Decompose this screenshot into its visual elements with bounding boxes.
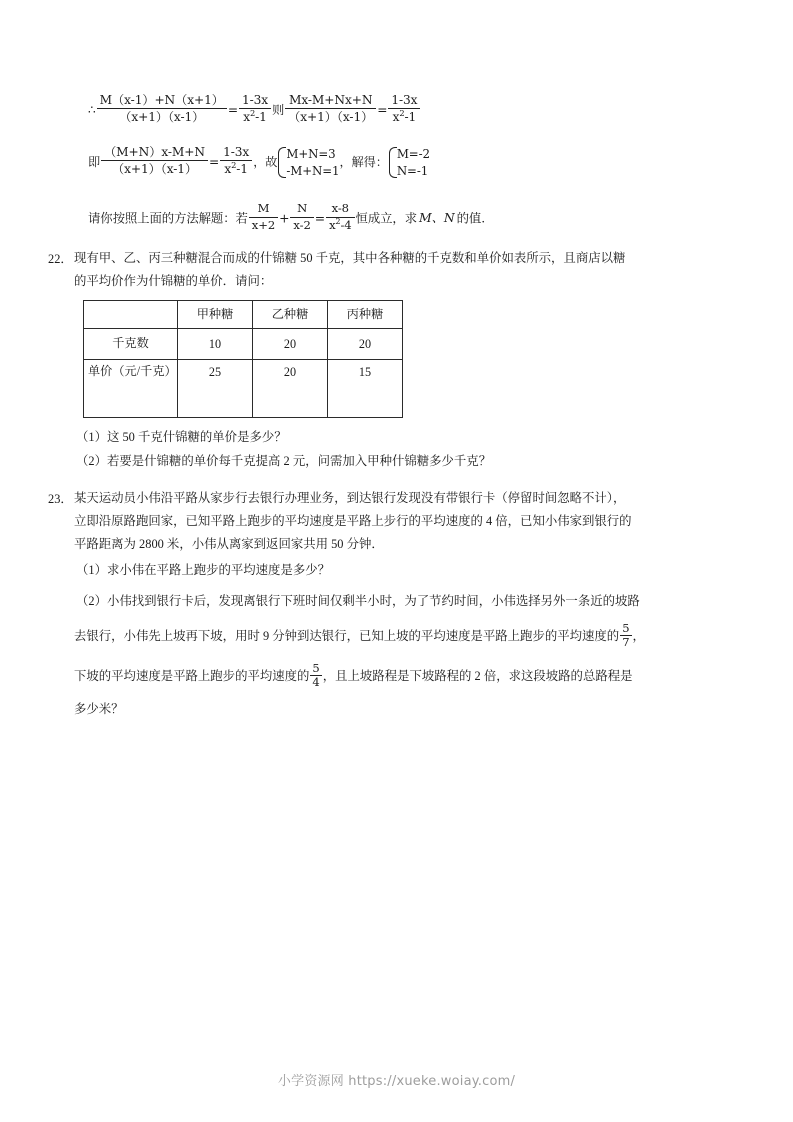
fraction-4: $\frac{1-3x}{x^2-1}$ <box>388 92 420 125</box>
sugar-price-table <box>83 300 403 418</box>
question-23-line-3: 平路距离为 2800 米，小伟从离家到返回家共用 50 分钟． <box>74 537 384 551</box>
question-23-line-2: 立即沿原路跑回家，已知平路上跑步的平均速度是平路上步行的平均速度的 4 倍，已知小伟家到银行的 <box>74 514 632 528</box>
question-23-sub-1: （1）求小伟在平路上跑步的平均速度是多少？ <box>76 563 331 577</box>
derivation-line-1 <box>88 94 421 127</box>
equals-sign: = <box>227 103 238 118</box>
question-22-line-1: 现有甲、乙、丙三种糖混合而成的什锦糖 50 千克，其中各种糖的千克数和单价如表所示，且商店以糖 <box>74 251 626 265</box>
site-watermark: 小学资源网 https://xueke.woiay.com/ <box>277 1074 516 1089</box>
prompt-variables: M、N <box>418 210 455 226</box>
fraction-1: $\frac{M(x-1)+N(x+1)}{(x+1)(x-1)}$ <box>97 92 227 125</box>
question-22-sub-1: （1）这 50 千克什锦糖的单价是多少？ <box>76 430 287 444</box>
table-row <box>84 329 403 360</box>
cell-weight-jia: 10 <box>178 329 253 360</box>
fraction-right-side: $\frac{x-8}{x^2-4}$ <box>326 201 354 233</box>
fraction-n-over-xminus2: $\frac{N}{x-2}$ <box>290 201 313 233</box>
comma: ， <box>253 155 266 170</box>
prompt-tail: 恒成立，求 <box>355 210 417 226</box>
question-22-number: 22． <box>48 252 73 266</box>
table-header-cell-blank <box>84 301 178 329</box>
fraction-five-sevenths: $\frac{5}{7}$ <box>622 621 630 650</box>
therefore-symbol: ∴ <box>88 103 96 118</box>
derivation-line-2 <box>88 146 430 179</box>
label-gu: 故 <box>265 155 278 170</box>
equation-system-1: M+N=3 -M+N=1 <box>277 146 339 179</box>
cell-weight-bing: 20 <box>328 329 403 360</box>
prompt-lead: 请你按照上面的方法解题：若 <box>88 210 248 226</box>
sub2-line2-text-a: 去银行，小伟先上坡再下坡，用时 9 分钟到达银行，已知上坡的平均速度是平路上跑步的平均速度的 <box>74 628 620 643</box>
cell-price-jia: 25 <box>178 360 253 418</box>
prefix-ji: 即 <box>88 155 101 170</box>
question-23-line-1: 某天运动员小伟沿平路从家步行去银行办理业务，到达银行发现没有带银行卡（停留时间忽略不计）， <box>74 491 626 505</box>
question-23-number: 23． <box>48 492 73 506</box>
connector-ze: 则 <box>272 103 285 118</box>
row-label-weight: 千克数 <box>84 329 178 360</box>
question-23-sub-2-line-3 <box>74 662 633 690</box>
solve-label: ，解得： <box>339 155 388 170</box>
table-row <box>84 360 403 418</box>
sub2-line2-text-b: ， <box>632 628 645 643</box>
derivation-prompt <box>88 203 485 235</box>
fraction-2: $\frac{1-3x}{x^2-1}$ <box>239 92 271 125</box>
cell-price-bing: 15 <box>328 360 403 418</box>
cell-weight-yi: 20 <box>253 329 328 360</box>
question-22-sub-2: （2）若要是什锦糖的单价每千克提高 2 元，问需加入甲种什锦糖多少千克？ <box>76 454 492 468</box>
cell-price-yi: 20 <box>253 360 328 418</box>
sub2-line3-text-a: 下坡的平均速度是平路上跑步的平均速度的 <box>74 668 310 683</box>
plus-sign: + <box>279 210 290 226</box>
prompt-tail-2: 的值. <box>456 210 486 226</box>
equation-system-2: M=-2 N=-1 <box>388 146 430 179</box>
fraction-five-quarters: $\frac{5}{4}$ <box>312 661 320 690</box>
equals-sign-3: = <box>208 155 220 170</box>
table-header-cell-yi: 乙种糖 <box>253 301 328 329</box>
table-header-cell-jia: 甲种糖 <box>178 301 253 329</box>
row-label-unit-price: 单价（元/千克） <box>84 360 178 418</box>
table-header-row <box>84 301 403 329</box>
fraction-5: $\frac{(M+N)x-M+N}{(x+1)(x-1)}$ <box>101 144 208 177</box>
equals-sign-4: = <box>314 210 326 226</box>
table-header-cell-bing: 丙种糖 <box>328 301 403 329</box>
question-23-sub-2-line-2 <box>74 622 645 650</box>
question-22-line-2: 的平均价作为什锦糖的单价．请问： <box>74 274 273 288</box>
equals-sign-2: = <box>377 103 388 118</box>
question-23-sub-2-line-1: （2）小伟找到银行卡后，发现离银行下班时间仅剩半小时，为了节约时间，小伟选择另外一条近的坡路 <box>76 594 640 608</box>
fraction-3: $\frac{Mx-M+Nx+N}{(x+1)(x-1)}$ <box>285 92 376 125</box>
fraction-m-over-xplus2: $\frac{M}{x+2}$ <box>249 201 278 233</box>
sub2-line3-text-b: ，且上坡路程是下坡路程的 2 倍，求这段坡路的总路程是 <box>322 668 633 683</box>
question-23-sub-2-line-4: 多少米？ <box>74 702 124 716</box>
fraction-6: $\frac{1-3x}{x^2-1}$ <box>220 144 252 177</box>
